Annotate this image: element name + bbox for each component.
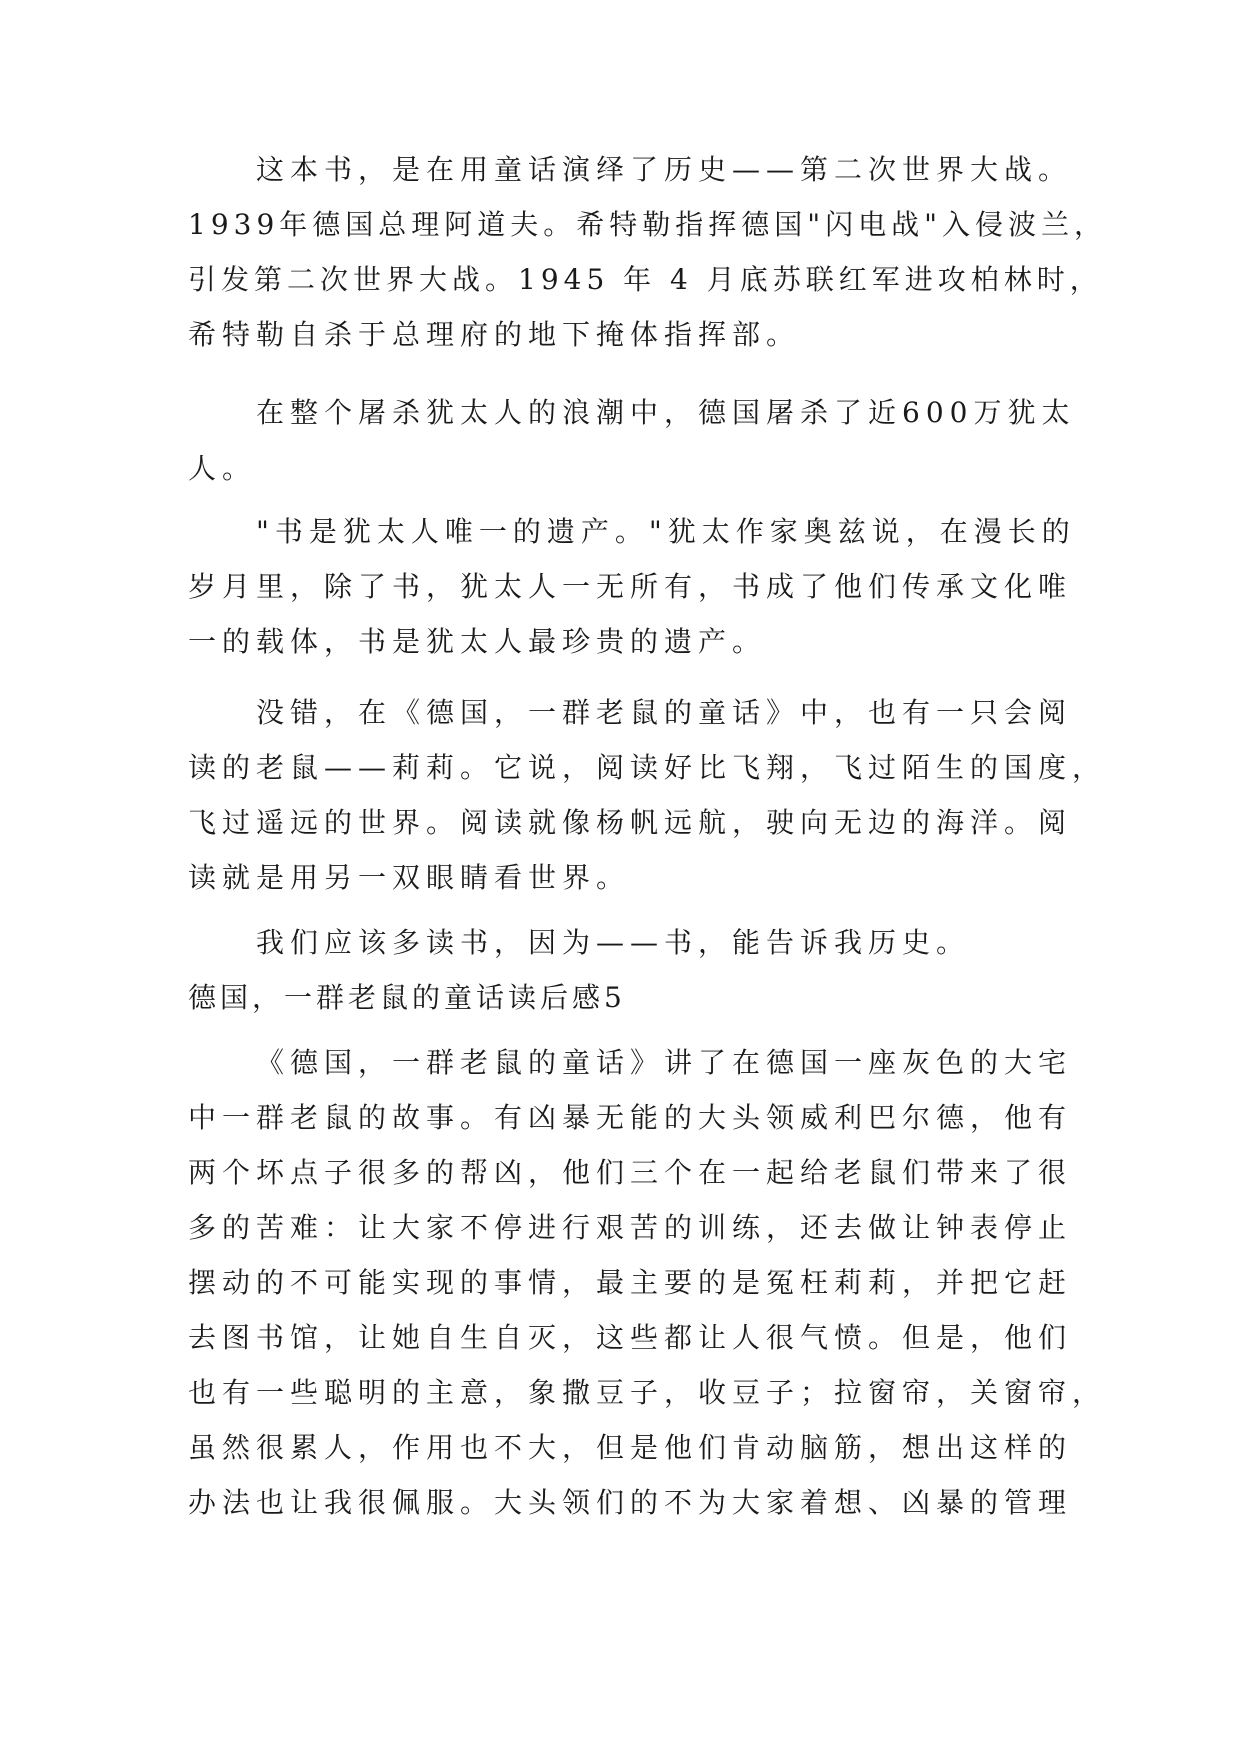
paragraph-line: 虽然很累人，作用也不大，但是他们肯动脑筋，想出这样的	[188, 1431, 1073, 1464]
paragraph-line: 飞过遥远的世界。阅读就像杨帆远航，驶向无边的海洋。阅	[188, 806, 1073, 839]
paragraph-line: 在整个屠杀犹太人的浪潮中，德国屠杀了近600万犹太	[256, 396, 1076, 429]
paragraph-line: 一的载体，书是犹太人最珍贵的遗产。	[188, 625, 767, 658]
paragraph-line: 多的苦难：让大家不停进行艰苦的训练，还去做让钟表停止	[188, 1211, 1073, 1244]
paragraph-line: 摆动的不可能实现的事情，最主要的是冤枉莉莉，并把它赶	[188, 1266, 1073, 1299]
paragraph-line: 也有一些聪明的主意，象撒豆子，收豆子；拉窗帘，关窗帘，	[188, 1376, 1107, 1409]
paragraph-line: 《德国，一群老鼠的童话》讲了在德国一座灰色的大宅	[256, 1046, 1073, 1079]
paragraph-line: 两个坏点子很多的帮凶，他们三个在一起给老鼠们带来了很	[188, 1156, 1073, 1189]
section-heading: 德国，一群老鼠的童话读后感5	[188, 981, 626, 1014]
paragraph-line: "书是犹太人唯一的遗产。"犹太作家奥兹说，在漫长的	[256, 515, 1076, 548]
paragraph-line: 希特勒自杀于总理府的地下掩体指挥部。	[188, 318, 801, 351]
paragraph-line: 读的老鼠——莉莉。它说，阅读好比飞翔，飞过陌生的国度，	[188, 751, 1107, 784]
paragraph-line: 这本书，是在用童话演绎了历史——第二次世界大战。	[256, 153, 1073, 186]
paragraph-line: 中一群老鼠的故事。有凶暴无能的大头领威利巴尔德，他有	[188, 1101, 1073, 1134]
paragraph-line: 没错，在《德国，一群老鼠的童话》中，也有一只会阅	[256, 696, 1073, 729]
paragraph-line: 去图书馆，让她自生自灭，这些都让人很气愤。但是，他们	[188, 1321, 1073, 1354]
paragraph-line: 办法也让我很佩服。大头领们的不为大家着想、凶暴的管理	[188, 1486, 1073, 1519]
paragraph-line: 1939年德国总理阿道夫。希特勒指挥德国"闪电战"入侵波兰，	[188, 208, 1108, 241]
paragraph-line: 人。	[188, 452, 257, 485]
paragraph-line: 我们应该多读书，因为——书，能告诉我历史。	[256, 926, 971, 959]
paragraph-line: 岁月里，除了书，犹太人一无所有，书成了他们传承文化唯	[188, 570, 1073, 603]
paragraph-line: 引发第二次世界大战。1945 年 4 月底苏联红军进攻柏林时，	[188, 263, 1103, 296]
paragraph-line: 读就是用另一双眼睛看世界。	[188, 861, 631, 894]
